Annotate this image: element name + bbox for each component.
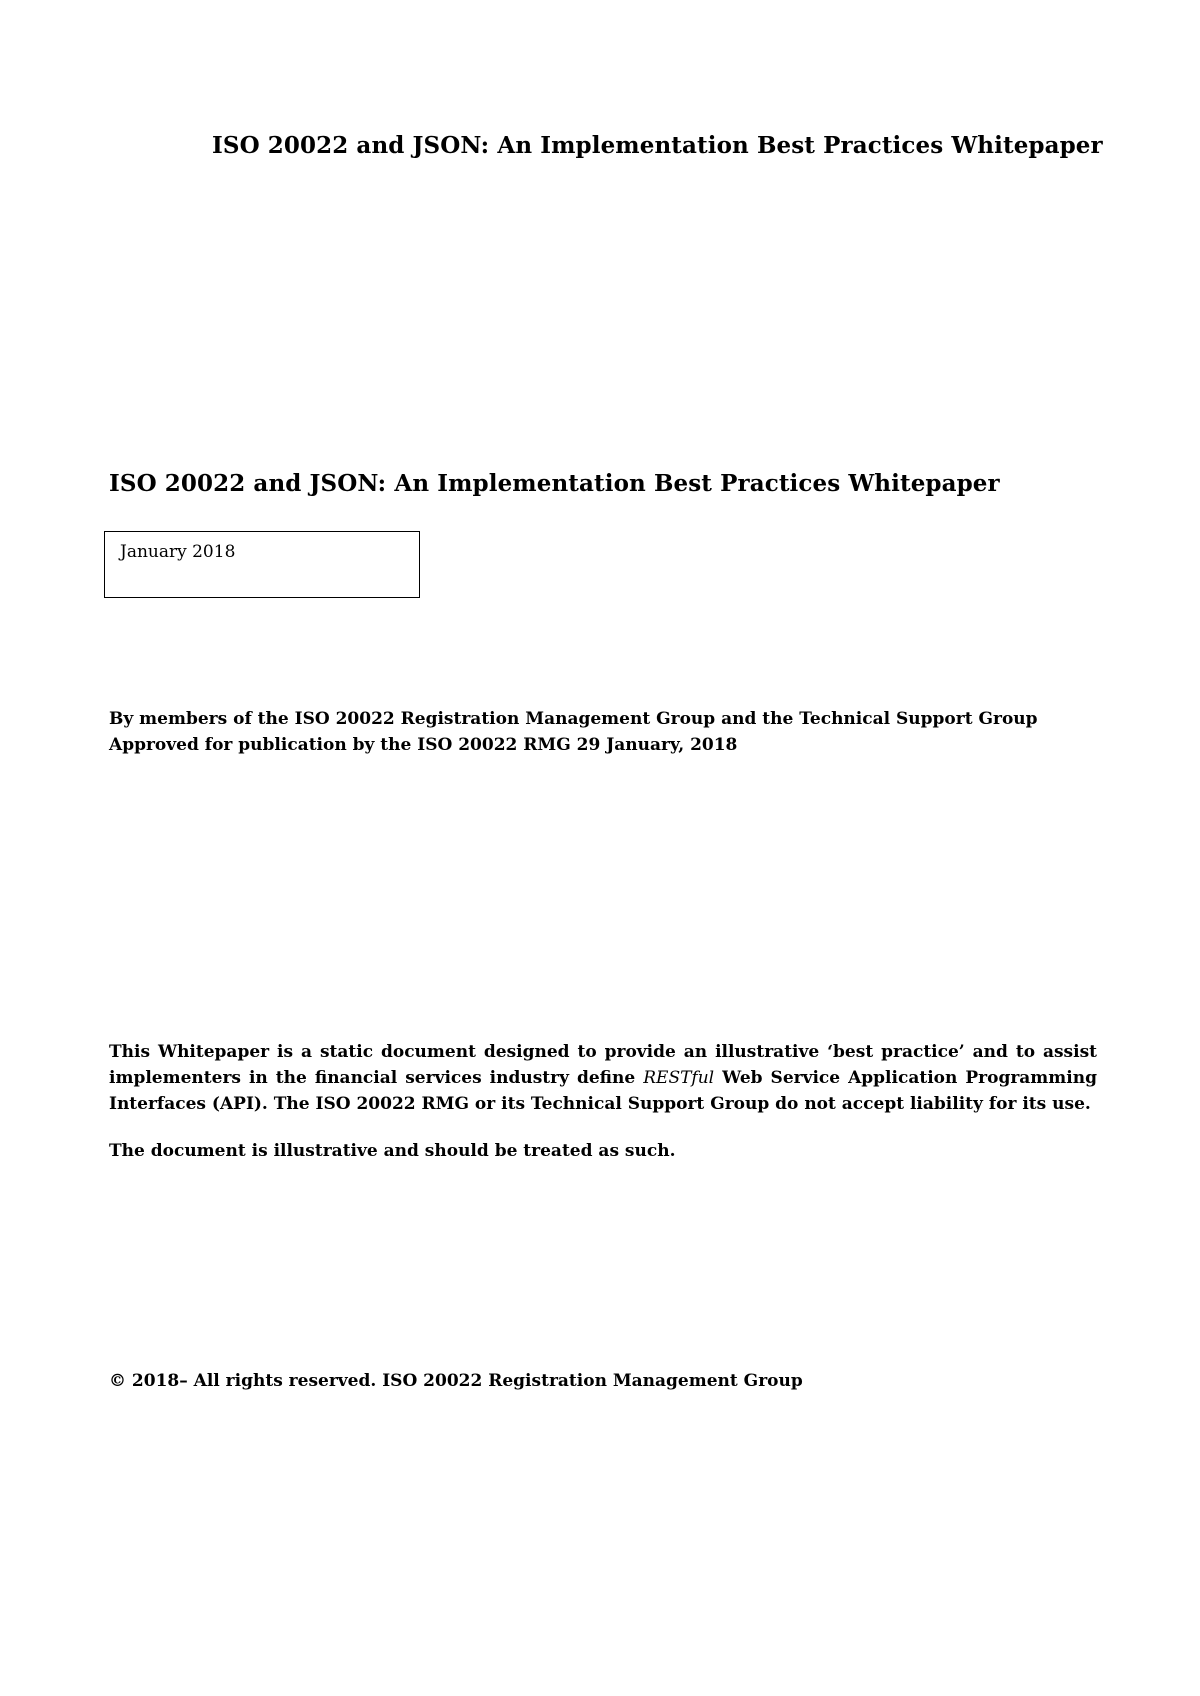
illustrative-note: The document is illustrative and should be treated as such.	[109, 1141, 676, 1161]
disclaimer-text-part2: Web Service Application Programming Interfaces (API). The ISO 20022 RMG or its Technical Support Group do not accept liability for its use.	[109, 1068, 1097, 1114]
disclaimer-emphasis: RESTful	[643, 1068, 715, 1088]
disclaimer-paragraph	[109, 1039, 1097, 1117]
publication-date: January 2018	[120, 542, 236, 562]
authors-block	[109, 706, 1109, 758]
header-title: ISO 20022 and JSON: An Implementation Best Practices Whitepaper	[212, 132, 1103, 159]
authors-line: By members of the ISO 20022 Registration Management Group and the Technical Support Group	[109, 709, 1038, 729]
approval-line: Approved for publication by the ISO 20022 RMG 29 January, 2018	[109, 735, 738, 755]
disclaimer-text-part1: This Whitepaper is a static document designed to provide an illustrative ‘best practice’ and to assist implementers in the financial services industry define	[109, 1042, 1097, 1088]
date-box	[104, 531, 420, 598]
page-title: ISO 20022 and JSON: An Implementation Best Practices Whitepaper	[109, 470, 1000, 497]
copyright-notice: © 2018– All rights reserved. ISO 20022 Registration Management Group	[109, 1371, 803, 1391]
